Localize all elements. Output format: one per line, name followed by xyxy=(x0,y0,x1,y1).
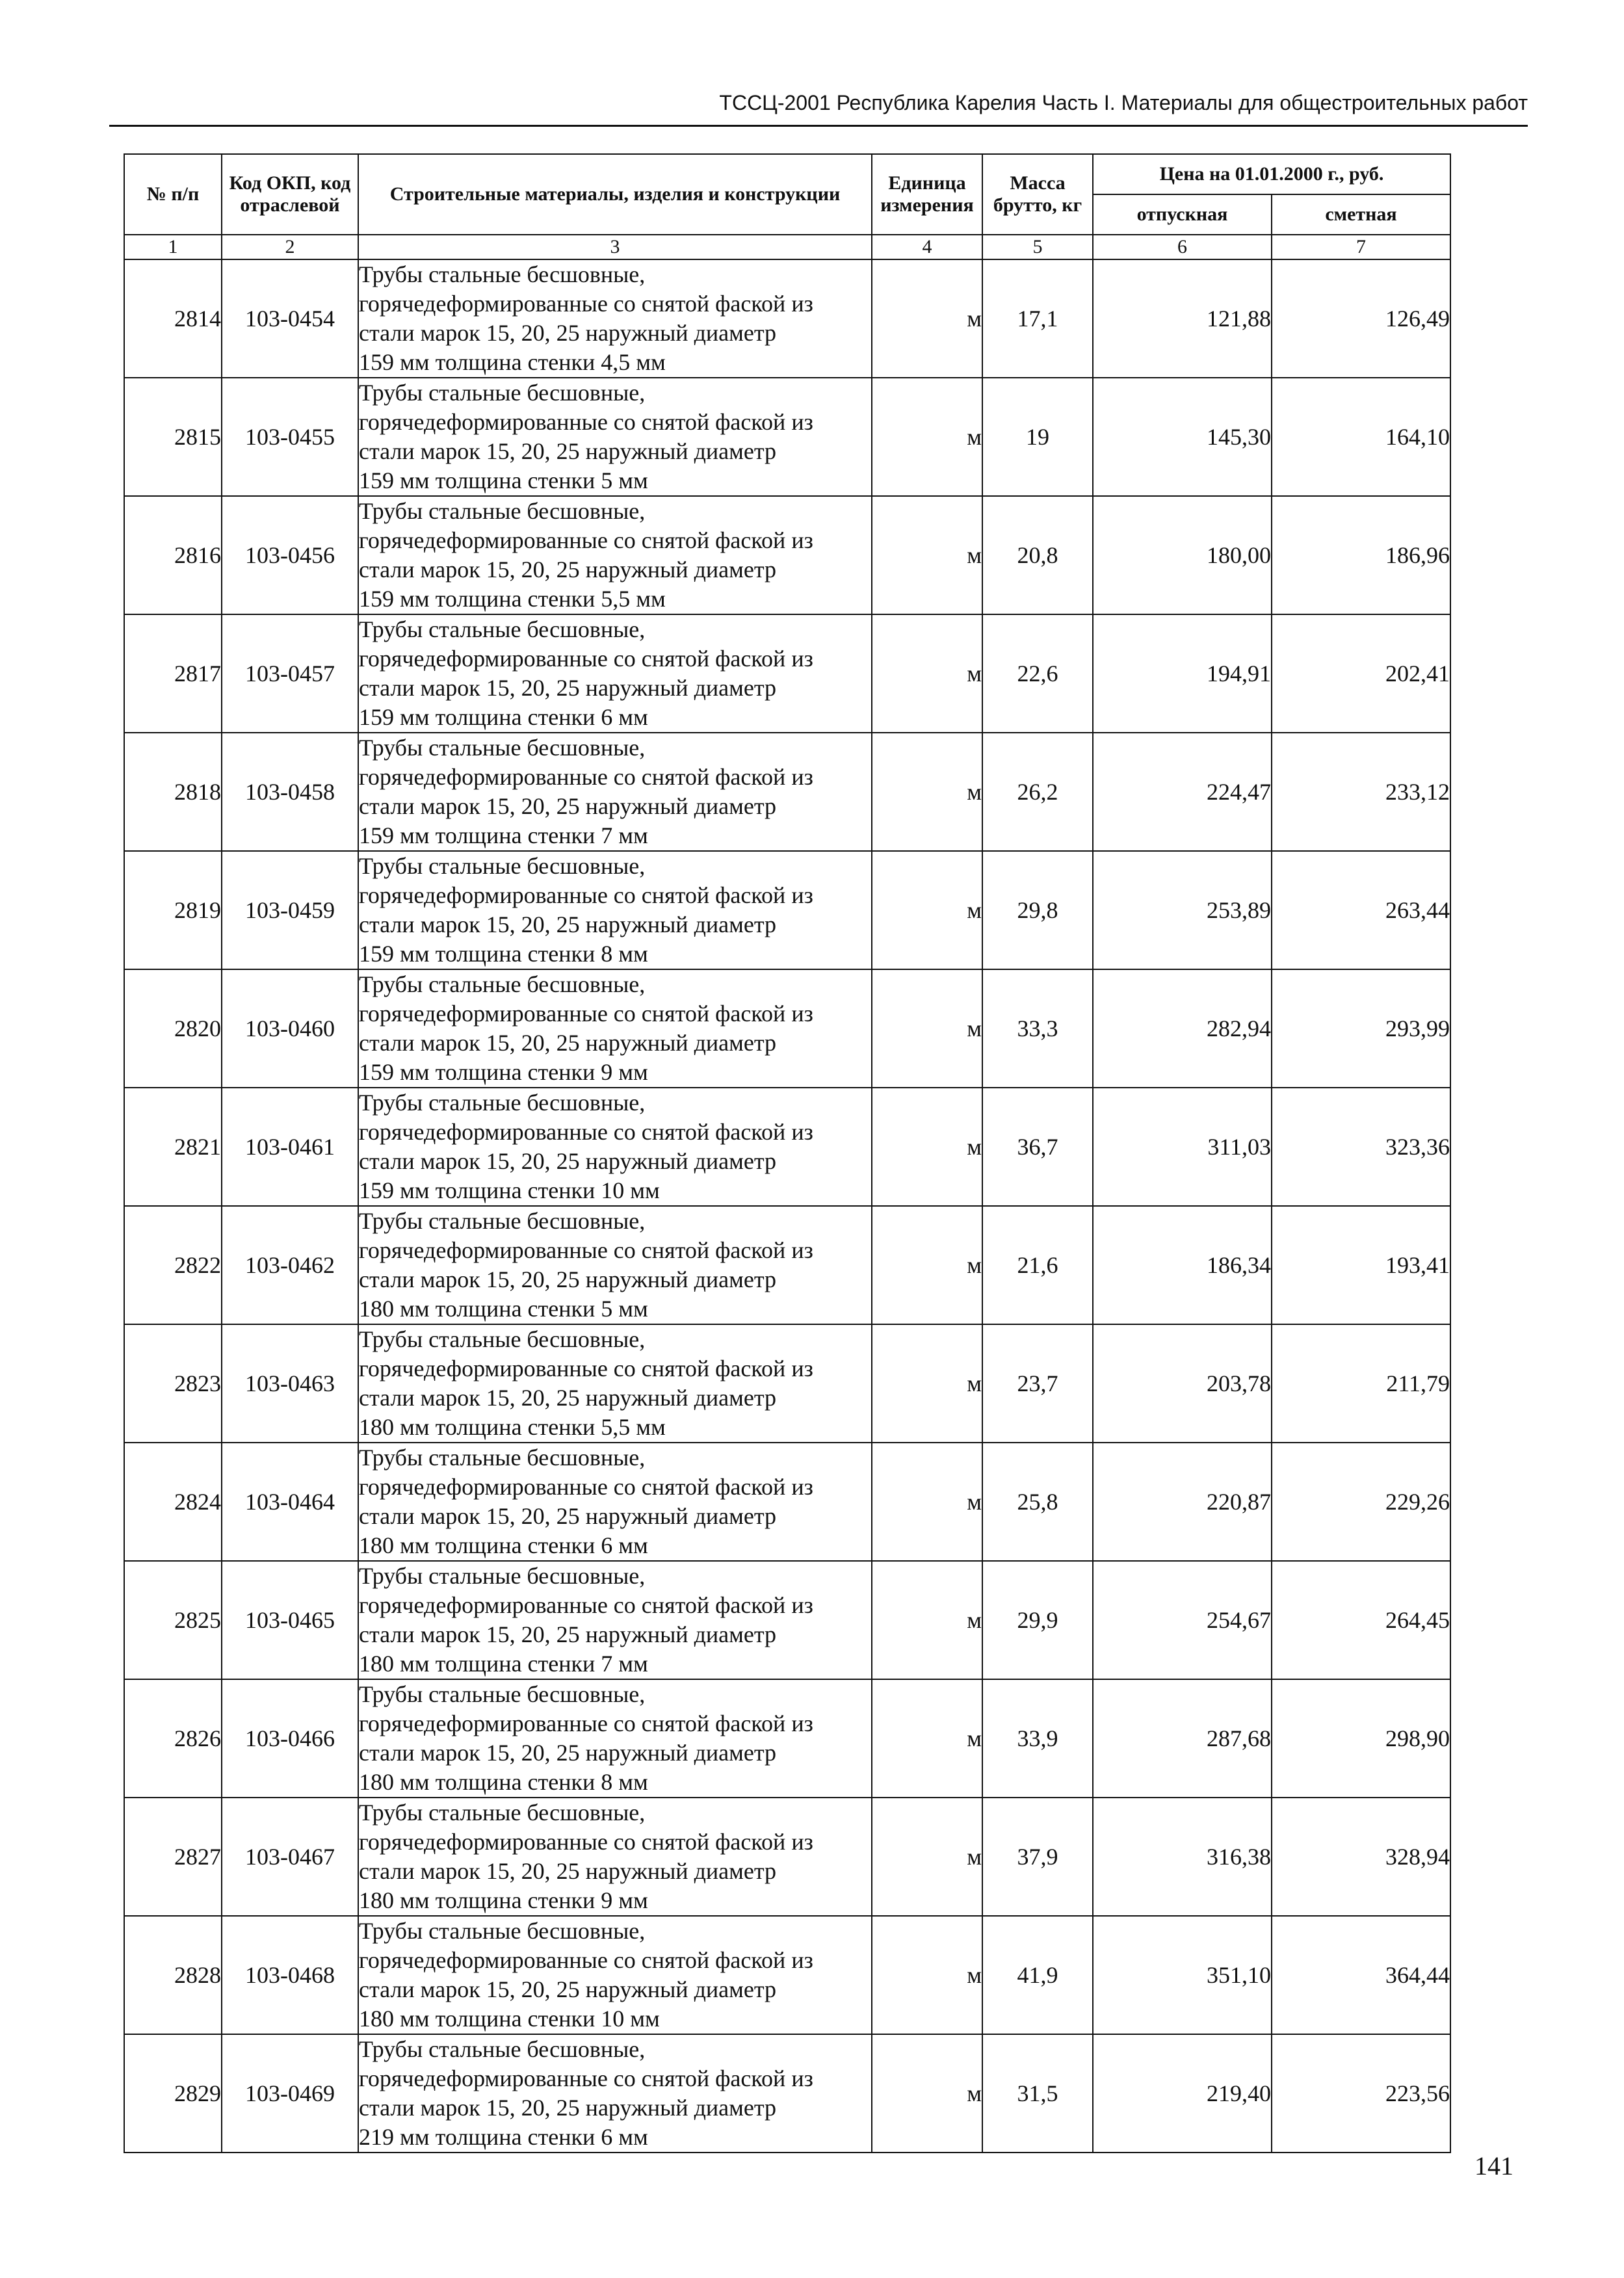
row-number: 2829 xyxy=(124,2034,222,2153)
description-line: 180 мм толщина стенки 10 мм xyxy=(359,2006,660,2032)
description-line: Трубы стальные бесшовные, xyxy=(359,1800,646,1826)
gross-mass: 37,9 xyxy=(982,1798,1093,1916)
row-number: 2814 xyxy=(124,259,222,378)
table-row xyxy=(124,496,1450,614)
price-release: 180,00 xyxy=(1093,496,1272,614)
description-line: стали марок 15, 20, 25 наружный диаметр xyxy=(359,1621,777,1647)
okp-code: 103-0465 xyxy=(222,1561,358,1679)
unit-of-measure: м xyxy=(872,851,982,969)
okp-code: 103-0458 xyxy=(222,733,358,851)
okp-code: 103-0457 xyxy=(222,614,358,733)
table-row xyxy=(124,1324,1450,1443)
price-release: 194,91 xyxy=(1093,614,1272,733)
price-release: 145,30 xyxy=(1093,378,1272,496)
description-line: 159 мм толщина стенки 5,5 мм xyxy=(359,586,666,612)
description-line: горячедеформированные со снятой фаской из xyxy=(359,882,813,908)
column-number: 3 xyxy=(358,235,872,259)
price-estimate: 202,41 xyxy=(1272,614,1450,733)
table-row xyxy=(124,1088,1450,1206)
header-code: Код ОКП, код отраслевой xyxy=(222,154,358,235)
okp-code: 103-0455 xyxy=(222,378,358,496)
description-line: горячедеформированные со снятой фаской из xyxy=(359,1001,813,1027)
description-line: горячедеформированные со снятой фаской из xyxy=(359,1119,813,1145)
description-line: стали марок 15, 20, 25 наружный диаметр xyxy=(359,438,777,464)
row-number: 2823 xyxy=(124,1324,222,1443)
material-description xyxy=(358,851,872,969)
header-divider xyxy=(109,125,1528,127)
price-table xyxy=(124,153,1451,2153)
unit-of-measure: м xyxy=(872,614,982,733)
gross-mass: 41,9 xyxy=(982,1916,1093,2034)
description-line: 180 мм толщина стенки 7 мм xyxy=(359,1651,648,1677)
table-row xyxy=(124,1798,1450,1916)
description-line: стали марок 15, 20, 25 наружный диаметр xyxy=(359,911,777,937)
gross-mass: 19 xyxy=(982,378,1093,496)
price-estimate: 223,56 xyxy=(1272,2034,1450,2153)
material-description xyxy=(358,1679,872,1798)
table-header-row xyxy=(124,154,1450,194)
table-row xyxy=(124,2034,1450,2153)
material-description xyxy=(358,1798,872,1916)
material-description xyxy=(358,496,872,614)
header-num: № п/п xyxy=(124,154,222,235)
header-price-group xyxy=(1093,154,1450,194)
table-row xyxy=(124,969,1450,1088)
gross-mass: 33,9 xyxy=(982,1679,1093,1798)
price-estimate: 193,41 xyxy=(1272,1206,1450,1324)
description-line: Трубы стальные бесшовные, xyxy=(359,616,646,642)
unit-of-measure: м xyxy=(872,378,982,496)
material-description xyxy=(358,1324,872,1443)
unit-of-measure: м xyxy=(872,1916,982,2034)
unit-of-measure: м xyxy=(872,1561,982,1679)
column-number: 1 xyxy=(124,235,222,259)
price-release: 186,34 xyxy=(1093,1206,1272,1324)
page-number: 141 xyxy=(1474,2151,1513,2180)
table-row xyxy=(124,259,1450,378)
price-release: 311,03 xyxy=(1093,1088,1272,1206)
description-line: Трубы стальные бесшовные, xyxy=(359,380,646,406)
price-estimate: 264,45 xyxy=(1272,1561,1450,1679)
price-release: 203,78 xyxy=(1093,1324,1272,1443)
gross-mass: 25,8 xyxy=(982,1443,1093,1561)
description-line: 180 мм толщина стенки 8 мм xyxy=(359,1769,648,1795)
description-line: Трубы стальные бесшовные, xyxy=(359,1326,646,1352)
gross-mass: 26,2 xyxy=(982,733,1093,851)
row-number: 2816 xyxy=(124,496,222,614)
description-line: Трубы стальные бесшовные, xyxy=(359,1563,646,1589)
header-price-group-text: Цена на 01.01.2000 г., руб. xyxy=(1159,163,1384,185)
description-line: горячедеформированные со снятой фаской из xyxy=(359,1592,813,1618)
description-line: стали марок 15, 20, 25 наружный диаметр xyxy=(359,2095,777,2121)
price-estimate: 126,49 xyxy=(1272,259,1450,378)
column-number-row xyxy=(124,235,1450,259)
table-row xyxy=(124,1561,1450,1679)
row-number: 2819 xyxy=(124,851,222,969)
description-line: 159 мм толщина стенки 7 мм xyxy=(359,822,648,848)
table-body xyxy=(124,259,1450,2153)
okp-code: 103-0464 xyxy=(222,1443,358,1561)
header-price-estimate: сметная xyxy=(1272,194,1450,235)
description-line: стали марок 15, 20, 25 наружный диаметр xyxy=(359,320,777,346)
material-description xyxy=(358,1206,872,1324)
description-line: горячедеформированные со снятой фаской из xyxy=(359,1474,813,1500)
unit-of-measure: м xyxy=(872,1324,982,1443)
okp-code: 103-0460 xyxy=(222,969,358,1088)
unit-of-measure: м xyxy=(872,2034,982,2153)
gross-mass: 33,3 xyxy=(982,969,1093,1088)
description-line: Трубы стальные бесшовные, xyxy=(359,971,646,997)
row-number: 2825 xyxy=(124,1561,222,1679)
price-estimate: 293,99 xyxy=(1272,969,1450,1088)
price-estimate: 328,94 xyxy=(1272,1798,1450,1916)
gross-mass: 21,6 xyxy=(982,1206,1093,1324)
description-line: горячедеформированные со снятой фаской из xyxy=(359,291,813,317)
material-description xyxy=(358,614,872,733)
gross-mass: 17,1 xyxy=(982,259,1093,378)
price-estimate: 233,12 xyxy=(1272,733,1450,851)
running-head-title: ТССЦ-2001 Республика Карелия Часть I. Материалы для общестроительных работ xyxy=(719,91,1528,114)
column-number: 2 xyxy=(222,235,358,259)
price-release: 220,87 xyxy=(1093,1443,1272,1561)
table-row xyxy=(124,851,1450,969)
description-line: стали марок 15, 20, 25 наружный диаметр xyxy=(359,556,777,583)
description-line: 159 мм толщина стенки 4,5 мм xyxy=(359,349,666,375)
price-release: 121,88 xyxy=(1093,259,1272,378)
row-number: 2826 xyxy=(124,1679,222,1798)
table-row xyxy=(124,1443,1450,1561)
okp-code: 103-0463 xyxy=(222,1324,358,1443)
price-release: 316,38 xyxy=(1093,1798,1272,1916)
description-line: стали марок 15, 20, 25 наружный диаметр xyxy=(359,1858,777,1884)
column-number: 4 xyxy=(872,235,982,259)
row-number: 2828 xyxy=(124,1916,222,2034)
table-row xyxy=(124,1206,1450,1324)
header-price-release: отпускная xyxy=(1093,194,1272,235)
unit-of-measure: м xyxy=(872,1679,982,1798)
material-description xyxy=(358,1916,872,2034)
row-number: 2815 xyxy=(124,378,222,496)
okp-code: 103-0462 xyxy=(222,1206,358,1324)
price-estimate: 323,36 xyxy=(1272,1088,1450,1206)
price-release: 224,47 xyxy=(1093,733,1272,851)
header-material: Строительные материалы, изделия и конструкции xyxy=(358,154,872,235)
price-estimate: 186,96 xyxy=(1272,496,1450,614)
description-line: Трубы стальные бесшовные, xyxy=(359,1445,646,1471)
price-estimate: 364,44 xyxy=(1272,1916,1450,2034)
gross-mass: 36,7 xyxy=(982,1088,1093,1206)
material-description xyxy=(358,2034,872,2153)
gross-mass: 20,8 xyxy=(982,496,1093,614)
header-mass: Масса брутто, кг xyxy=(982,154,1093,235)
description-line: горячедеформированные со снятой фаской из xyxy=(359,409,813,435)
okp-code: 103-0461 xyxy=(222,1088,358,1206)
unit-of-measure: м xyxy=(872,1088,982,1206)
table-row xyxy=(124,733,1450,851)
column-number: 6 xyxy=(1093,235,1272,259)
description-line: 159 мм толщина стенки 10 мм xyxy=(359,1177,660,1203)
column-number: 7 xyxy=(1272,235,1450,259)
description-line: стали марок 15, 20, 25 наружный диаметр xyxy=(359,1030,777,1056)
description-line: стали марок 15, 20, 25 наружный диаметр xyxy=(359,1503,777,1529)
table-row xyxy=(124,1916,1450,2034)
description-line: 219 мм толщина стенки 6 мм xyxy=(359,2124,648,2150)
table-row xyxy=(124,378,1450,496)
description-line: стали марок 15, 20, 25 наружный диаметр xyxy=(359,1740,777,1766)
description-line: 180 мм толщина стенки 5,5 мм xyxy=(359,1414,666,1440)
gross-mass: 22,6 xyxy=(982,614,1093,733)
row-number: 2824 xyxy=(124,1443,222,1561)
okp-code: 103-0469 xyxy=(222,2034,358,2153)
description-line: стали марок 15, 20, 25 наружный диаметр xyxy=(359,1976,777,2002)
okp-code: 103-0468 xyxy=(222,1916,358,2034)
okp-code: 103-0456 xyxy=(222,496,358,614)
unit-of-measure: м xyxy=(872,733,982,851)
description-line: горячедеформированные со снятой фаской из xyxy=(359,646,813,672)
description-line: 180 мм толщина стенки 9 мм xyxy=(359,1887,648,1913)
material-description xyxy=(358,259,872,378)
row-number: 2820 xyxy=(124,969,222,1088)
unit-of-measure: м xyxy=(872,259,982,378)
description-line: Трубы стальные бесшовные, xyxy=(359,261,646,287)
price-release: 282,94 xyxy=(1093,969,1272,1088)
material-description xyxy=(358,969,872,1088)
table-row xyxy=(124,614,1450,733)
row-number: 2818 xyxy=(124,733,222,851)
description-line: стали марок 15, 20, 25 наружный диаметр xyxy=(359,675,777,701)
description-line: горячедеформированные со снятой фаской из xyxy=(359,1947,813,1973)
gross-mass: 23,7 xyxy=(982,1324,1093,1443)
okp-code: 103-0454 xyxy=(222,259,358,378)
price-estimate: 263,44 xyxy=(1272,851,1450,969)
description-line: 180 мм толщина стенки 6 мм xyxy=(359,1532,648,1558)
okp-code: 103-0467 xyxy=(222,1798,358,1916)
description-line: Трубы стальные бесшовные, xyxy=(359,1918,646,1944)
description-line: Трубы стальные бесшовные, xyxy=(359,1681,646,1707)
gross-mass: 29,8 xyxy=(982,851,1093,969)
description-line: горячедеформированные со снятой фаской из xyxy=(359,1710,813,1736)
description-line: 159 мм толщина стенки 6 мм xyxy=(359,704,648,730)
price-estimate: 164,10 xyxy=(1272,378,1450,496)
description-line: горячедеформированные со снятой фаской из xyxy=(359,1355,813,1381)
description-line: горячедеформированные со снятой фаской из xyxy=(359,527,813,553)
unit-of-measure: м xyxy=(872,969,982,1088)
description-line: стали марок 15, 20, 25 наружный диаметр xyxy=(359,793,777,819)
description-line: горячедеформированные со снятой фаской из xyxy=(359,1237,813,1263)
gross-mass: 29,9 xyxy=(982,1561,1093,1679)
unit-of-measure: м xyxy=(872,496,982,614)
description-line: Трубы стальные бесшовные, xyxy=(359,735,646,761)
column-number: 5 xyxy=(982,235,1093,259)
description-line: Трубы стальные бесшовные, xyxy=(359,2036,646,2062)
price-release: 219,40 xyxy=(1093,2034,1272,2153)
material-description xyxy=(358,378,872,496)
price-release: 254,67 xyxy=(1093,1561,1272,1679)
row-number: 2822 xyxy=(124,1206,222,1324)
description-line: стали марок 15, 20, 25 наружный диаметр xyxy=(359,1385,777,1411)
row-number: 2817 xyxy=(124,614,222,733)
description-line: 159 мм толщина стенки 5 мм xyxy=(359,467,648,493)
description-line: 180 мм толщина стенки 5 мм xyxy=(359,1296,648,1322)
description-line: стали марок 15, 20, 25 наружный диаметр xyxy=(359,1148,777,1174)
price-release: 287,68 xyxy=(1093,1679,1272,1798)
price-release: 253,89 xyxy=(1093,851,1272,969)
okp-code: 103-0459 xyxy=(222,851,358,969)
description-line: стали марок 15, 20, 25 наружный диаметр xyxy=(359,1266,777,1292)
description-line: Трубы стальные бесшовные, xyxy=(359,1208,646,1234)
description-line: Трубы стальные бесшовные, xyxy=(359,853,646,879)
unit-of-measure: м xyxy=(872,1443,982,1561)
table-row xyxy=(124,1679,1450,1798)
price-estimate: 229,26 xyxy=(1272,1443,1450,1561)
header-unit: Единица измерения xyxy=(872,154,982,235)
price-estimate: 211,79 xyxy=(1272,1324,1450,1443)
material-description xyxy=(358,1561,872,1679)
unit-of-measure: м xyxy=(872,1798,982,1916)
price-release: 351,10 xyxy=(1093,1916,1272,2034)
description-line: 159 мм толщина стенки 9 мм xyxy=(359,1059,648,1085)
description-line: горячедеформированные со снятой фаской из xyxy=(359,764,813,790)
description-line: Трубы стальные бесшовные, xyxy=(359,1090,646,1116)
price-estimate: 298,90 xyxy=(1272,1679,1450,1798)
description-line: Трубы стальные бесшовные, xyxy=(359,498,646,524)
description-line: горячедеформированные со снятой фаской из xyxy=(359,1829,813,1855)
row-number: 2821 xyxy=(124,1088,222,1206)
gross-mass: 31,5 xyxy=(982,2034,1093,2153)
description-line: 159 мм толщина стенки 8 мм xyxy=(359,941,648,967)
row-number: 2827 xyxy=(124,1798,222,1916)
material-description xyxy=(358,733,872,851)
material-description xyxy=(358,1088,872,1206)
material-description xyxy=(358,1443,872,1561)
description-line: горячедеформированные со снятой фаской из xyxy=(359,2065,813,2091)
unit-of-measure: м xyxy=(872,1206,982,1324)
okp-code: 103-0466 xyxy=(222,1679,358,1798)
